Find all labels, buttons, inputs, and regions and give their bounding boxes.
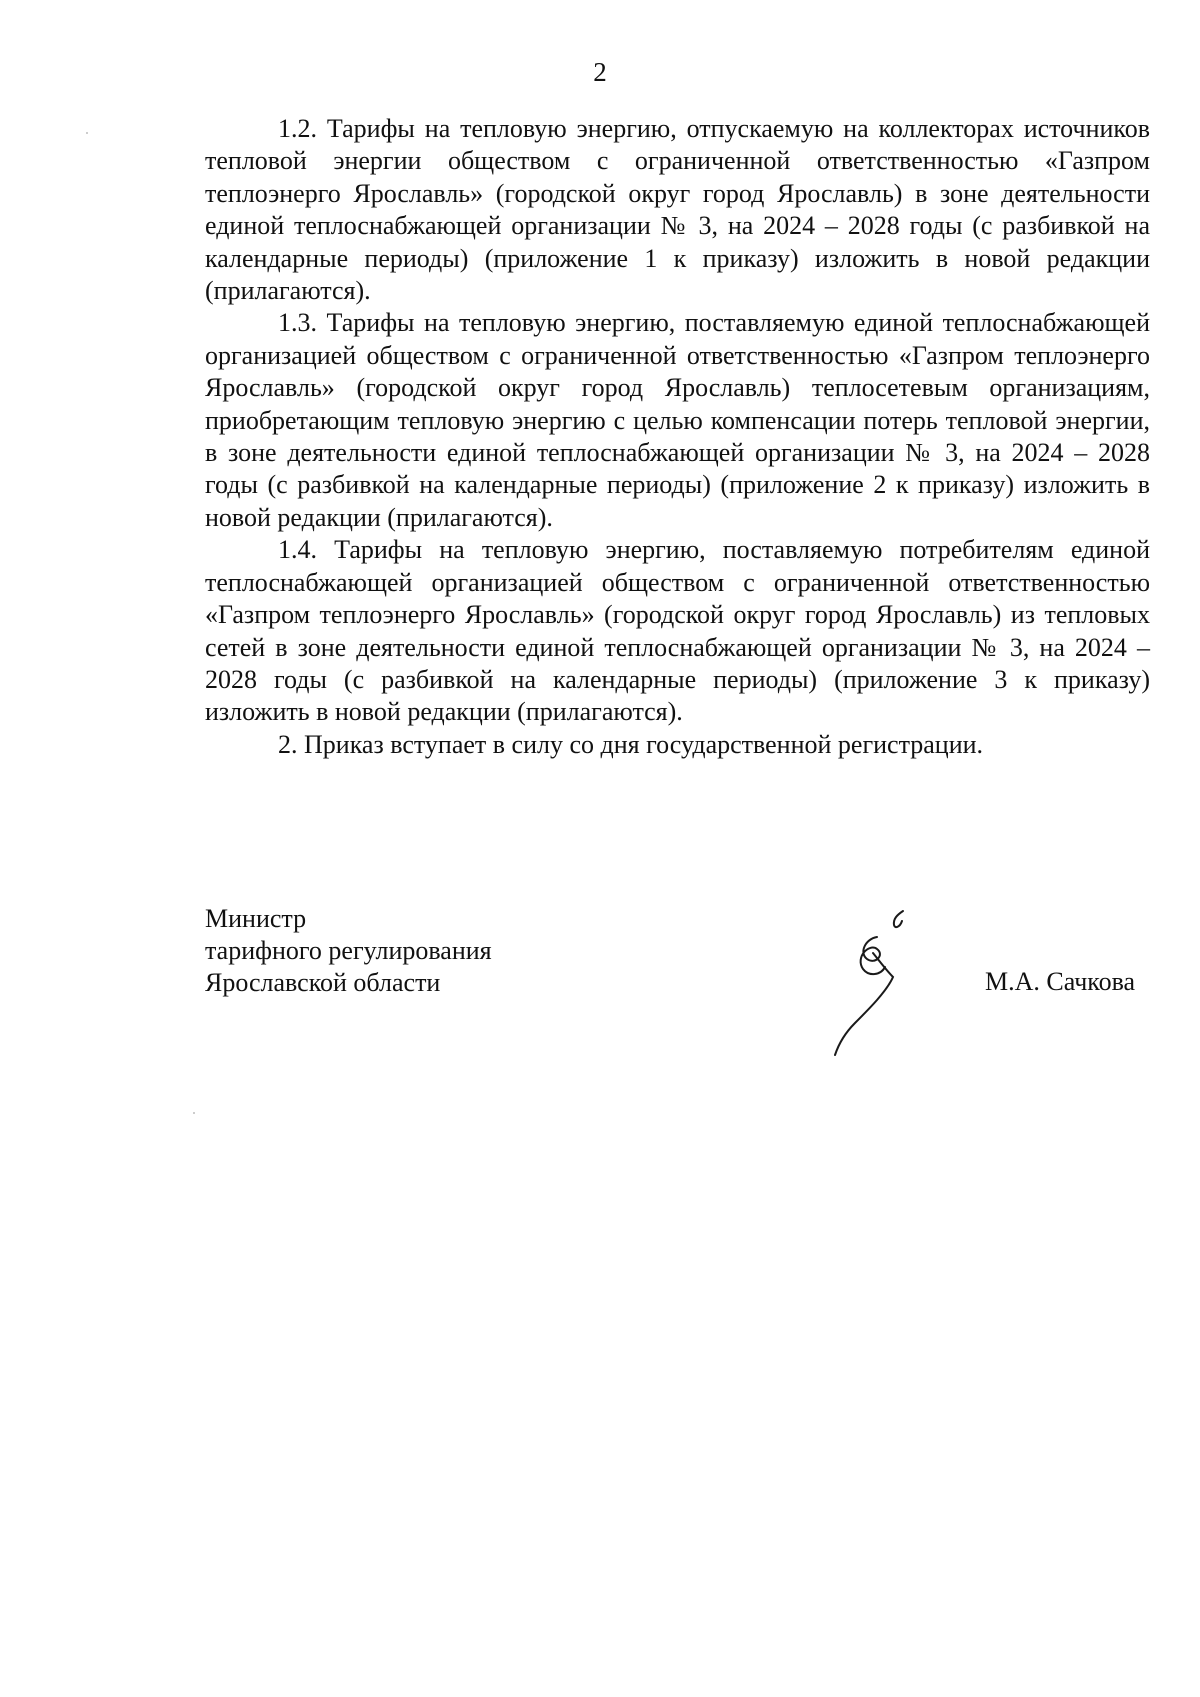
signatory-position-line: Ярославской области: [205, 968, 441, 997]
document-body: [205, 113, 1150, 761]
paragraph-1-2: 1.2. Тарифы на тепловую энергию, отпускаемую на коллекторах источников тепловой энергии обществом с ограниченной ответственностью «Газпром теплоэнерго Ярославль» (городской округ город Ярославль) в зоне деятельности единой теплоснабжающей организации № 3, на 2024 – 2028 годы (с разбивкой на календарные периоды) (приложение 1 к приказу) изложить в новой редакции (прилагаются).: [205, 114, 1150, 306]
page-number: 2: [593, 57, 607, 87]
handwritten-signature: [815, 905, 925, 1065]
scan-speck: [193, 1112, 195, 1114]
paragraph-2: 2. Приказ вступает в силу со дня государственной регистрации.: [278, 729, 984, 759]
paragraph-1-3: 1.3. Тарифы на тепловую энергию, поставляемую единой теплоснабжающей организацией обществом с ограниченной ответственностью «Газпром теплоэнерго Ярославль» (городской округ город Ярославль) теплосетевым организациям, приобретающим тепловую энергию с целью компенсации потерь тепловой энергии, в зоне деятельности единой теплоснабжающей организации № 3, на 2024 – 2028 годы (с разбивкой на календарные периоды) (приложение 2 к приказу) изложить в новой редакции (прилагаются).: [205, 308, 1150, 532]
signatory-position-line: тарифного регулирования: [205, 936, 492, 965]
signatory-position: [205, 903, 492, 999]
paragraph-1-4: 1.4. Тарифы на тепловую энергию, поставляемую потребителям единой теплоснабжающей организацией обществом с ограниченной ответственностью «Газпром теплоэнерго Ярославль» (городской округ город Ярославль) из тепловых сетей в зоне деятельности единой теплоснабжающей организации № 3, на 2024 – 2028 годы (с разбивкой на календарные периоды) (приложение 3 к приказу) изложить в новой редакции (прилагаются).: [205, 535, 1150, 727]
signer-name: М.А. Сачкова: [985, 967, 1136, 996]
signatory-position-line: Министр: [205, 904, 307, 933]
scan-speck: [86, 132, 88, 134]
